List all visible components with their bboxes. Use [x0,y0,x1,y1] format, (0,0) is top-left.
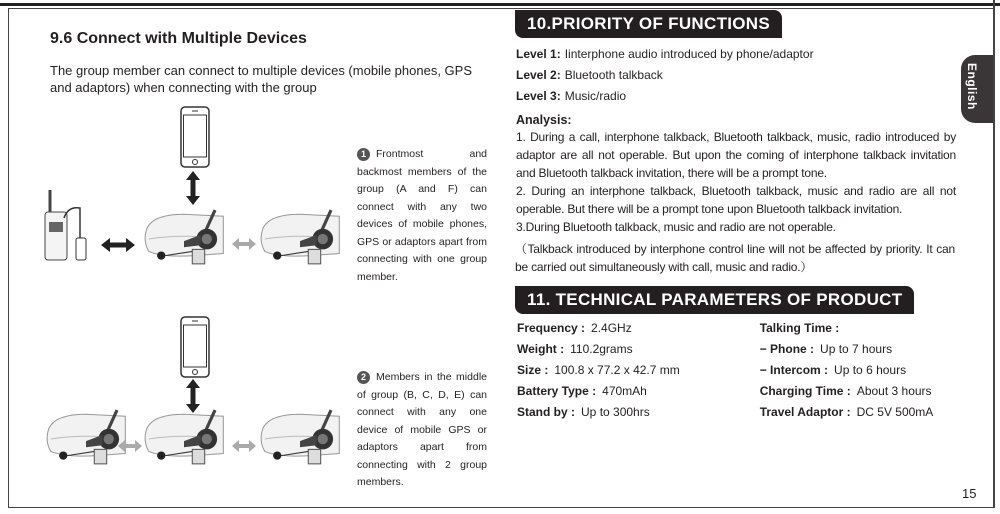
spec-row [760,339,957,360]
helmet-headset-icon [44,408,128,468]
walkie-talkie-adaptor-icon [40,188,92,264]
priority-level [516,44,814,65]
frame-left-rule [8,8,9,508]
spec-value: 110.2grams [570,342,633,356]
level-value: Music/radio [564,89,627,103]
frame-top-rule [0,3,1000,6]
helmet-headset-icon [258,408,342,468]
spec-row [760,360,957,381]
priority-note: （Talkback introduced by interphone control line will not be affected by priority. It can be carried out simultaneously with call, music and radio.） [515,242,955,274]
section-title-connect-multiple: 9.6 Connect with Multiple Devices [50,30,307,47]
section-title-priority: 10.PRIORITY OF FUNCTIONS [515,10,782,38]
spec-label: Talking Time : [759,321,840,335]
spec-value: DC 5V 500mA [856,405,934,419]
section-title-technical: 11. TECHNICAL PARAMETERS OF PRODUCT [515,286,914,314]
helmet-headset-icon [142,208,226,268]
level-value: Iinterphone audio introduced by phone/adaptor [564,47,814,61]
spec-row [517,318,760,339]
priority-level [516,86,814,107]
analysis-item: 1. During a call, interphone talkback, Bluetooth talkback, music, radio introduced by adaptor are all not operable. But upon the coming of interphone talkback invitation and Bluetooth talkback invitation, there will be a prompt tone. [516,130,956,180]
spec-label: − Phone : [759,342,815,356]
spec-value: 2.4GHz [591,321,632,335]
analysis-item: 2. During an interphone talkback, Bluetooth talkback, music and radio are all not operable. But there will be a prompt tone upon Bluetooth talkback invitation. [516,184,956,216]
link-arrow-icon [232,440,256,452]
spec-label: Size : [517,363,549,377]
spec-label: − Intercom : [759,363,829,377]
analysis-heading: Analysis: [516,113,572,127]
level-label: Level 3: [516,89,561,103]
priority-level [516,65,814,86]
spec-row [517,339,760,360]
helmet-headset-icon [258,208,342,268]
spec-label: Stand by : [517,405,576,419]
spec-value: 100.8 x 77.2 x 42.7 mm [554,363,680,377]
priority-levels [516,44,814,107]
spec-row [517,381,760,402]
bidirectional-arrow-icon [101,238,135,252]
spec-row [760,402,957,423]
analysis-body [516,128,956,236]
tech-specs-left [517,318,760,423]
phone-icon [180,316,210,378]
step-number-badge: 2 [357,371,370,384]
right-column [515,10,955,423]
note-text: Members in the middle of group (B, C, D, E) can connect with any one device of mobile GPS or adaptors apart from connecting with 2 group members. [357,371,487,488]
spec-value: 470mAh [602,384,647,398]
spec-row [517,360,760,381]
spec-row [760,381,957,402]
link-arrow-icon [118,440,142,452]
analysis-item: 3.During Bluetooth talkback, music and radio are not operable. [516,220,836,234]
note-text: Frontmost and backmost members of the group (A and F) can connect with any two devices of mobile phones, GPS or adaptors apart from connecting with one group member. [357,148,487,283]
step-number-badge: 1 [357,148,370,161]
language-side-tab [961,55,993,123]
spec-row [517,402,760,423]
frame-bottom-rule [8,507,995,508]
intro-text: The group member can connect to multiple devices (mobile phones, GPS and adaptors) when connecting with the group [50,63,472,95]
spec-label: Frequency : [517,321,586,335]
tech-specs-right [760,318,957,423]
spec-label: Weight : [517,342,565,356]
spec-row [760,318,957,339]
spec-value: Up to 300hrs [581,405,650,419]
note-2 [357,369,487,492]
phone-icon [180,106,210,168]
level-value: Bluetooth talkback [564,68,663,82]
spec-label: Battery Type : [517,384,597,398]
note-1 [357,146,487,286]
page-number: 15 [962,486,977,501]
level-label: Level 2: [516,68,561,82]
language-label: English [965,63,979,110]
bidirectional-arrow-icon [186,171,200,205]
spec-value: About 3 hours [856,384,932,398]
level-label: Level 1: [516,47,561,61]
spec-label: Charging Time : [759,384,851,398]
frame-top-rule-thin [8,8,994,9]
spec-value: Up to 6 hours [834,363,907,377]
spec-value: Up to 7 hours [820,342,893,356]
frame-right-rule [993,0,995,508]
link-arrow-icon [232,238,256,250]
tech-specs [517,318,957,423]
helmet-headset-icon [142,408,226,468]
spec-label: Travel Adaptor : [759,405,851,419]
